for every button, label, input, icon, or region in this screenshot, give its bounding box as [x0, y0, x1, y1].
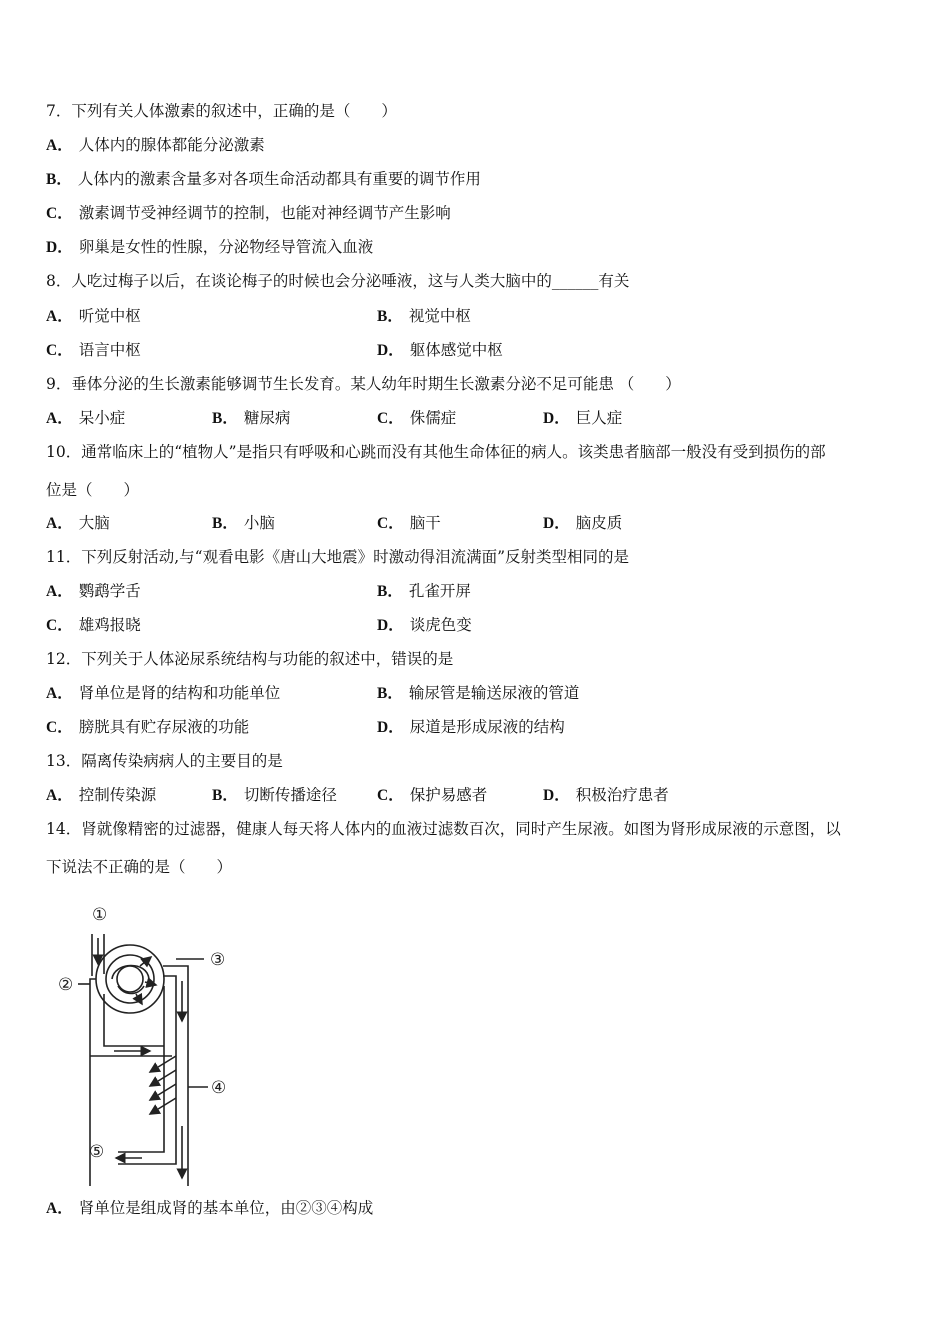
q14-stem-line-1: 14．肾就像精密的过滤器，健康人每天将人体内的血液过滤数百次，同时产生尿液。如图为肾形成尿液的示意图，以 — [46, 820, 841, 838]
reabsorption-arrow-4 — [150, 1098, 176, 1114]
option-letter: B． — [377, 685, 403, 702]
q7-option-b — [46, 168, 910, 191]
q7-option-d — [46, 236, 910, 259]
option-letter: A． — [46, 137, 73, 154]
option-letter: B． — [46, 171, 72, 188]
option-text: 视觉中枢 — [408, 307, 471, 325]
option-letter: B． — [212, 787, 238, 804]
option-text: 切断传播途径 — [243, 786, 337, 804]
option-text: 巨人症 — [575, 409, 623, 427]
option-text: 谈虎色变 — [409, 616, 472, 634]
option-text: 积极治疗患者 — [575, 786, 669, 804]
option-text: 控制传染源 — [78, 786, 157, 804]
q8-option-b — [377, 305, 471, 328]
option-letter: A． — [46, 685, 73, 702]
q12-option-a — [46, 682, 280, 705]
q7-option-c — [46, 202, 910, 225]
label-5: ⑤ — [89, 1142, 105, 1162]
q10-option-a — [46, 512, 110, 535]
option-text: 语言中枢 — [78, 341, 141, 359]
option-letter: C． — [46, 342, 73, 359]
option-letter: C． — [377, 410, 404, 427]
q7-option-a — [46, 134, 910, 157]
q8-stem: 8．人吃过梅子以后，在谈论梅子的时候也会分泌唾液，这与人类大脑中的______有关 — [46, 272, 630, 290]
q12-stem: 12．下列关于人体泌尿系统结构与功能的叙述中，错误的是 — [46, 650, 454, 668]
nephron-diagram — [52, 896, 252, 1186]
option-letter: B． — [377, 583, 403, 600]
option-letter: C． — [377, 787, 404, 804]
option-text: 卵巢是女性的性腺，分泌物经导管流入血液 — [78, 238, 374, 256]
option-letter: B． — [212, 410, 238, 427]
q10-option-c — [377, 512, 441, 535]
option-letter: C． — [46, 205, 73, 222]
q13-option-d — [543, 784, 669, 807]
q11-option-b — [377, 580, 471, 603]
option-text: 糖尿病 — [243, 409, 291, 427]
option-text: 人体内的激素含量多对各项生命活动都具有重要的调节作用 — [77, 170, 481, 188]
option-letter: A． — [46, 515, 73, 532]
option-text: 呆小症 — [78, 409, 126, 427]
option-text: 躯体感觉中枢 — [409, 341, 503, 359]
tubule-inner — [118, 976, 176, 1164]
option-text: 激素调节受神经调节的控制，也能对神经调节产生影响 — [78, 204, 451, 222]
option-text: 鹦鹉学舌 — [78, 582, 141, 600]
option-text: 尿道是形成尿液的结构 — [409, 718, 565, 736]
q9-option-a — [46, 407, 125, 430]
q11-option-c — [46, 614, 141, 637]
q11-stem: 11．下列反射活动,与“观看电影《唐山大地震》时激动得泪流满面”反射类型相同的是 — [46, 548, 630, 566]
option-text: 膀胱具有贮存尿液的功能 — [78, 718, 250, 736]
option-letter: D． — [377, 719, 404, 736]
q12-option-c — [46, 716, 249, 739]
q13-option-c — [377, 784, 487, 807]
option-letter: D． — [543, 410, 570, 427]
option-letter: A． — [46, 787, 73, 804]
option-letter: D． — [377, 342, 404, 359]
q10-stem-line-1: 10．通常临床上的“植物人”是指只有呼吸和心跳而没有其他生命体征的病人。该类患者脑部一般没有受到损伤的部 — [46, 443, 826, 461]
label-4: ④ — [211, 1078, 227, 1098]
option-letter: C． — [46, 617, 73, 634]
option-text: 小脑 — [243, 514, 275, 532]
option-text: 肾单位是肾的结构和功能单位 — [78, 684, 281, 702]
q13-stem: 13．隔离传染病病人的主要目的是 — [46, 752, 283, 770]
option-text: 脑干 — [409, 514, 441, 532]
label-2: ② — [58, 975, 74, 995]
option-letter: A． — [46, 410, 73, 427]
option-letter: D． — [377, 617, 404, 634]
option-text: 脑皮质 — [575, 514, 623, 532]
option-text: 孔雀开屏 — [408, 582, 471, 600]
option-letter: D． — [46, 239, 73, 256]
option-text: 肾单位是组成肾的基本单位，由②③④构成 — [78, 1199, 374, 1217]
q8-option-c — [46, 339, 141, 362]
q10-stem-line-2: 位是（ ） — [46, 481, 140, 499]
option-letter: D． — [543, 515, 570, 532]
bowmans-capsule-inner — [106, 955, 154, 1003]
option-letter: A． — [46, 583, 73, 600]
option-letter: A． — [46, 1200, 73, 1217]
q9-option-d — [543, 407, 622, 430]
option-text: 听觉中枢 — [78, 307, 141, 325]
q10-option-b — [212, 512, 275, 535]
q12-option-b — [377, 682, 579, 705]
option-text: 输尿管是输送尿液的管道 — [408, 684, 580, 702]
q8-option-a — [46, 305, 141, 328]
option-text: 雄鸡报晓 — [78, 616, 141, 634]
option-text: 大脑 — [78, 514, 110, 532]
q13-option-a — [46, 784, 156, 807]
reabsorption-arrow-2 — [150, 1070, 176, 1086]
q14-stem-line-2: 下说法不正确的是（ ） — [46, 858, 233, 876]
option-text: 侏儒症 — [409, 409, 457, 427]
option-letter: D． — [543, 787, 570, 804]
reabsorption-arrow-1 — [150, 1056, 176, 1072]
q14-option-a — [46, 1197, 910, 1220]
label-1: ① — [92, 905, 108, 925]
option-letter: C． — [46, 719, 73, 736]
reabsorption-arrow-3 — [150, 1084, 176, 1100]
option-letter: A． — [46, 308, 73, 325]
q8-option-d — [377, 339, 503, 362]
label-3: ③ — [210, 950, 226, 970]
glomerulus — [117, 966, 143, 992]
option-letter: C． — [377, 515, 404, 532]
q7-stem: 7．下列有关人体激素的叙述中，正确的是（ ） — [46, 102, 397, 120]
q11-option-a — [46, 580, 141, 603]
q13-option-b — [212, 784, 337, 807]
option-text: 保护易感者 — [409, 786, 488, 804]
q12-option-d — [377, 716, 565, 739]
option-text: 人体内的腺体都能分泌激素 — [78, 136, 265, 154]
q11-option-d — [377, 614, 472, 637]
q10-option-d — [543, 512, 622, 535]
q9-stem: 9．垂体分泌的生长激素能够调节生长发育。某人幼年时期生长激素分泌不足可能患 （ ） — [46, 375, 681, 393]
q9-option-c — [377, 407, 456, 430]
option-letter: B． — [212, 515, 238, 532]
q9-option-b — [212, 407, 290, 430]
option-letter: B． — [377, 308, 403, 325]
